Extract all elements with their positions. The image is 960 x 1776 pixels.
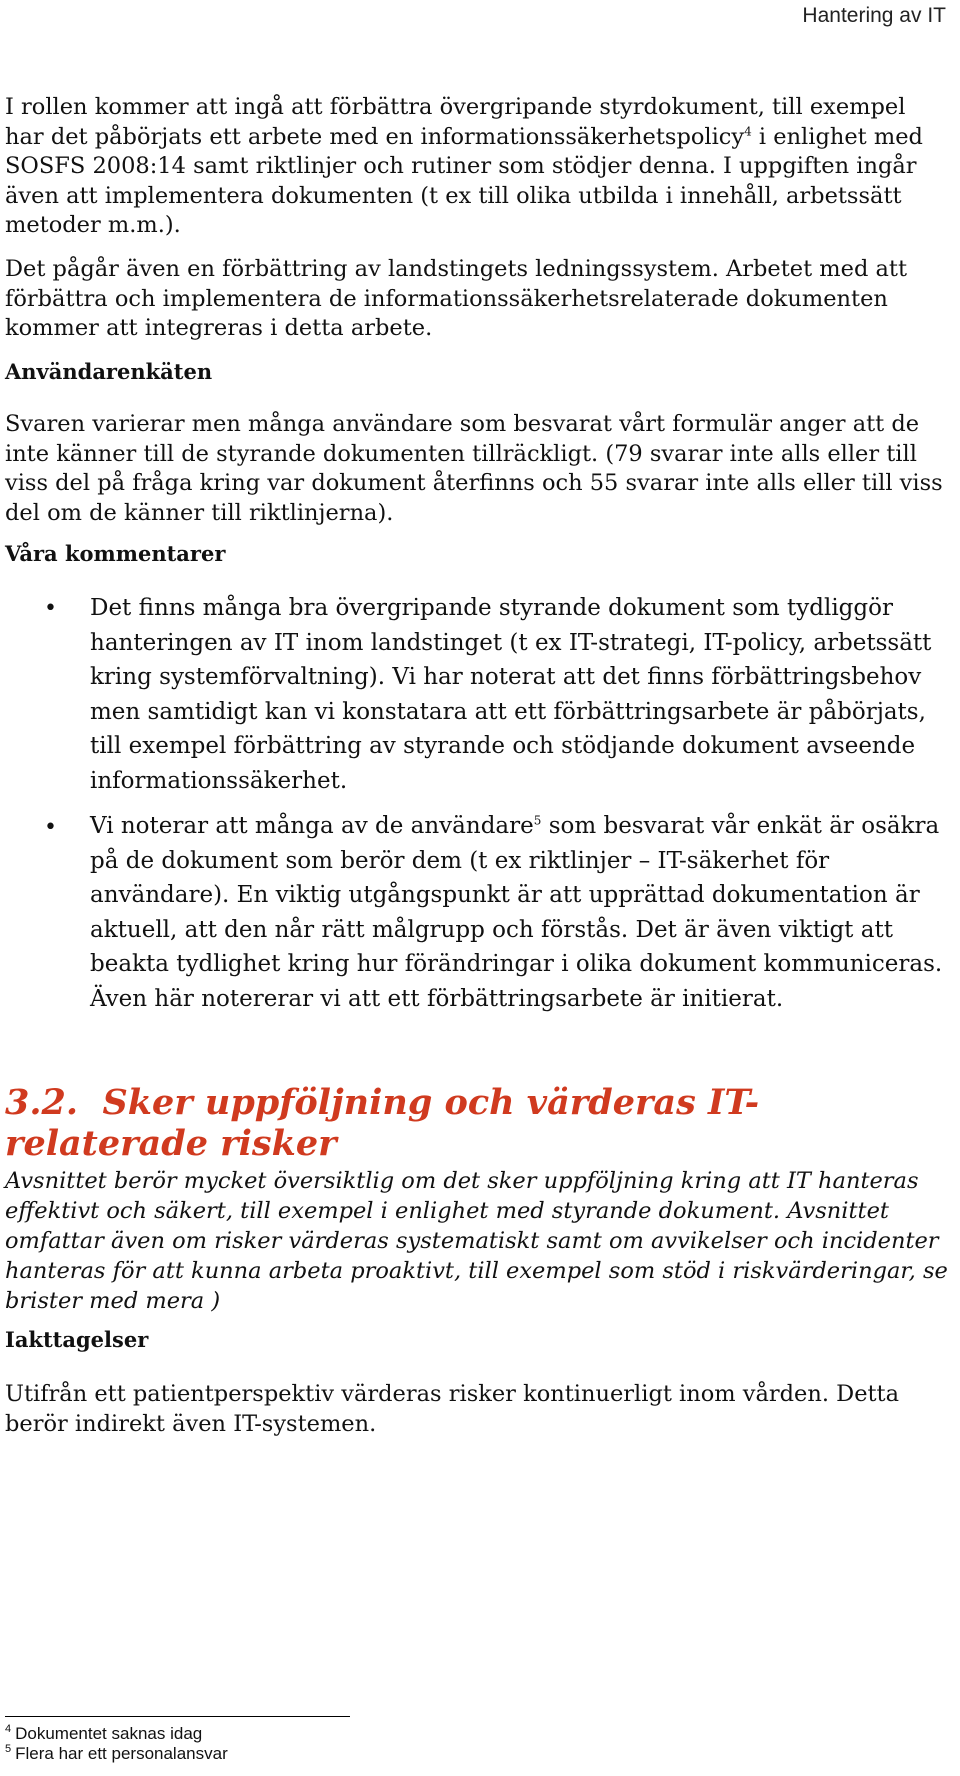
section-heading	[5, 1082, 950, 1164]
paragraph-text-cont: i enlighet med SOSFS 2008:14 samt riktlinjer och rutiner som stödjer denna. I uppgiften ingår även att implementera dokumenten (t ex till olika utbilda i innehåll, arbetssätt metoder m.m.).	[5, 123, 923, 238]
section-number: 3.2.	[5, 1082, 79, 1123]
bullet-text-cont: som besvarat vår enkät är osäkra på de dokument som berör dem (t ex riktlinjer – IT-säkerhet för användare). En viktig utgångspunkt är att upprättad dokumentation är aktuell, att den når rätt målgrupp och förstås. Det är även viktigt att beakta tydlighet kring hur förändringar i olika dokument kommuniceras. Även här notererar vi att ett förbättringsarbete är initierat.	[90, 813, 943, 1012]
paragraph-text: I rollen kommer att ingå att förbättra övergripande styrdokument, till exempel har det påbörjats ett arbete med en informationssäkerhetspolicy	[5, 94, 906, 150]
bullet-item-documents: Det finns många bra övergripande styrande dokument som tydliggör hanteringen av IT inom landstinget (t ex IT-strategi, IT-policy, arbetssätt kring systemförvaltning). Vi har noterat att det finns förbättringsbehov men samtidigt kan vi konstatara att ett förbättringsarbete är påbörjats, till exempel förbättring av styrande och stödjande dokument avseende informationssäkerhet.	[90, 595, 932, 794]
paragraph-role-improvement	[5, 93, 950, 241]
running-header: Hantering av IT	[802, 4, 946, 27]
heading-iakttagelser: Iakttagelser	[5, 1327, 149, 1352]
footnote-number: 4	[5, 1723, 12, 1736]
footnote-ref-4[interactable]: 4	[744, 124, 752, 138]
bullet-item-users	[90, 809, 950, 1016]
footnote-4	[5, 1724, 202, 1744]
bullet-icon: •	[44, 815, 57, 840]
section-intro: Avsnittet berör mycket översiktlig om det sker uppföljning kring att IT hanteras effektivt och säkert, till exempel i enlighet med styrande dokument. Avsnittet omfattar även om risker värderas systematiskt samt om avvikelser och incidenter hanteras för att kunna arbeta proaktivt, till exempel som stöd i riskvärderingar, se brister med mera )	[5, 1168, 948, 1314]
footnote-text: Flera har ett personalansvar	[15, 1744, 228, 1763]
heading-anvandarenkaten: Användarenkäten	[5, 359, 213, 384]
footnote-5	[5, 1744, 228, 1764]
paragraph-survey-results: Svaren varierar men många användare som besvarat vårt formulär anger att de inte känner till de styrande dokumenten tillräckligt. (79 svarar inte alls eller till viss del på fråga kring var dokument återfinns och 55 svarar inte alls eller till viss del om de känner till riktlinjerna).	[5, 411, 943, 526]
footnote-ref-5[interactable]: 5	[533, 813, 542, 828]
heading-vara-kommentarer: Våra kommentarer	[5, 541, 226, 566]
paragraph-observation: Utifrån ett patientperspektiv värderas risker kontinuerligt inom vården. Detta berör indirekt även IT-systemen.	[5, 1381, 900, 1437]
footnote-text: Dokumentet saknas idag	[15, 1724, 203, 1743]
footnote-divider	[5, 1716, 350, 1717]
bullet-icon: •	[44, 596, 57, 621]
paragraph-management-system: Det pågår även en förbättring av landstingets ledningssystem. Arbetet med att förbättra och implementera de informationssäkerhetsrelaterade dokumenten kommer att integreras i detta arbete.	[5, 256, 907, 341]
bullet-text: Vi noterar att många av de användare	[90, 813, 534, 839]
section-title: Sker uppföljning och värderas IT-relaterade risker	[5, 1082, 760, 1164]
footnote-number: 5	[5, 1743, 12, 1756]
